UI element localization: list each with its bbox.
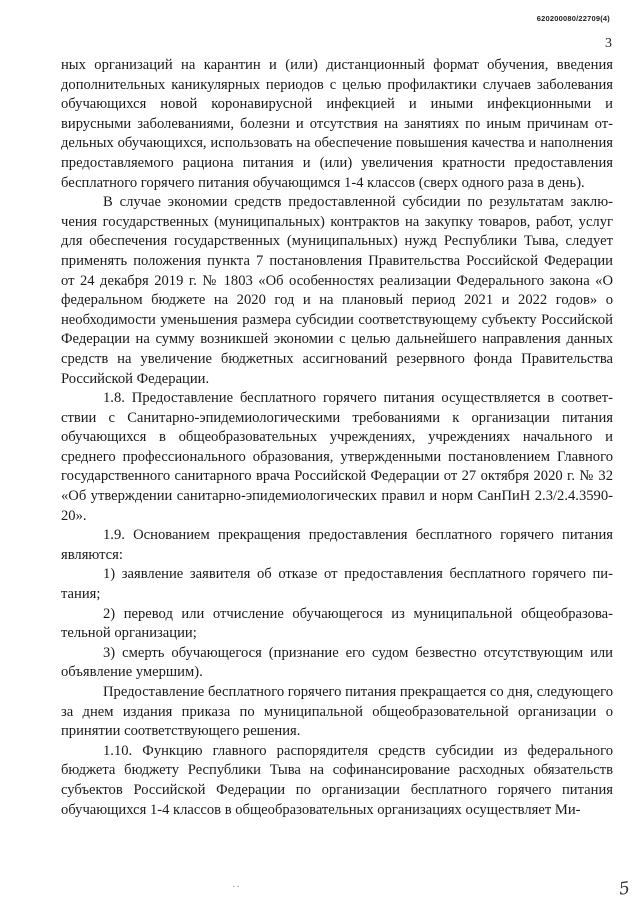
page-number: 3 (605, 36, 612, 51)
scan-artifact-dots: ·· (232, 882, 241, 893)
paragraph-1-10-chief-administrator: 1.10. Функцию главного распорядителя средств субсидии из федерального бюджета бюджету Республики Тыва на софинансирование расходных обязательств субъектов Российской Федерации по организации бесплатного горячего питания обучающихся 1-4 классов в общеобразовательных организациях осуществляет Ми- (61, 742, 613, 818)
list-item-2-transfer: 2) перевод или отчисление обучающегося из муниципальной общеобразовательной организации; (61, 605, 613, 642)
paragraph-1-8-sanitary-requirements: 1.8. Предоставление бесплатного горячего питания осуществляется в соответствии с Санитарно-эпидемиологическими требованиями к организации питания обучающихся в общеобразовательных учреждениях, учреждениях начального и среднего профессионального образования, утвержденными постановлением Главного государственного санитарного врача Российской Федерации от 27 октября 2020 г. № 32 «Об утверждении санитарно-эпидемиологических правил и норм СанПиН 2.3/2.4.3590-20». (61, 390, 613, 524)
list-item-1-refusal: 1) заявление заявителя об отказе от предоставления бесплатного горячего питания; (61, 566, 613, 603)
paragraph-subsidy-savings: В случае экономии средств предоставленной субсидии по результатам заключения государственных (муниципальных) контрактов на закупку товаров, работ, услуг для обеспечения государственных (муниципальных) нужд Республики Тыва, следует применять положения пункта 7 постановления Правительства Российской Федерации от 24 декабря 2019 г. № 1803 «Об особенностях реализации Федерального закона «О федеральном бюджете на 2020 год и на плановый период 2021 и 2022 годов» о необходимости уменьшения размера субсидии соответствующему субъекту Российской Федерации на сумму возникшей экономии с целью дальнейшего направления данных средств на увеличение бюджетных ассигнований резервного фонда Правительства Российской Федерации. (61, 194, 613, 387)
paragraph-1-9-termination-grounds: 1.9. Основанием прекращения предоставления бесплатного горячего питания являются: (61, 527, 613, 563)
list-item-3-death: 3) смерть обучающегося (признание его судом безвестно отсутствующим или объявление умершим). (61, 644, 613, 681)
document-body (61, 56, 613, 820)
document-registration-code: 620200080/22709(4) (536, 14, 610, 23)
paragraph-termination-date: Предоставление бесплатного горячего питания прекращается со дня, следующего за днем издания приказа по муниципальной общеобразовательной организации о принятии соответствующего решения. (61, 684, 613, 740)
handwritten-sheet-number: 5 (617, 878, 632, 900)
paragraph-continuation: ных организаций на карантин и (или) дистанционный формат обучения, введения дополнительных каникулярных периодов с целью профилактики случаев заболевания обучающихся новой коронавирусной инфекцией и иными инфекционными и вирусными заболеваниями, болезни и отсутствия на занятиях по иным причинам отдельных обучающихся, использовать на обеспечение повышения качества и наполнения предоставляемого рациона питания и (или) увеличения кратности предоставления бесплатного горячего питания обучающимся 1-4 классов (сверх одного раза в день). (61, 57, 613, 191)
